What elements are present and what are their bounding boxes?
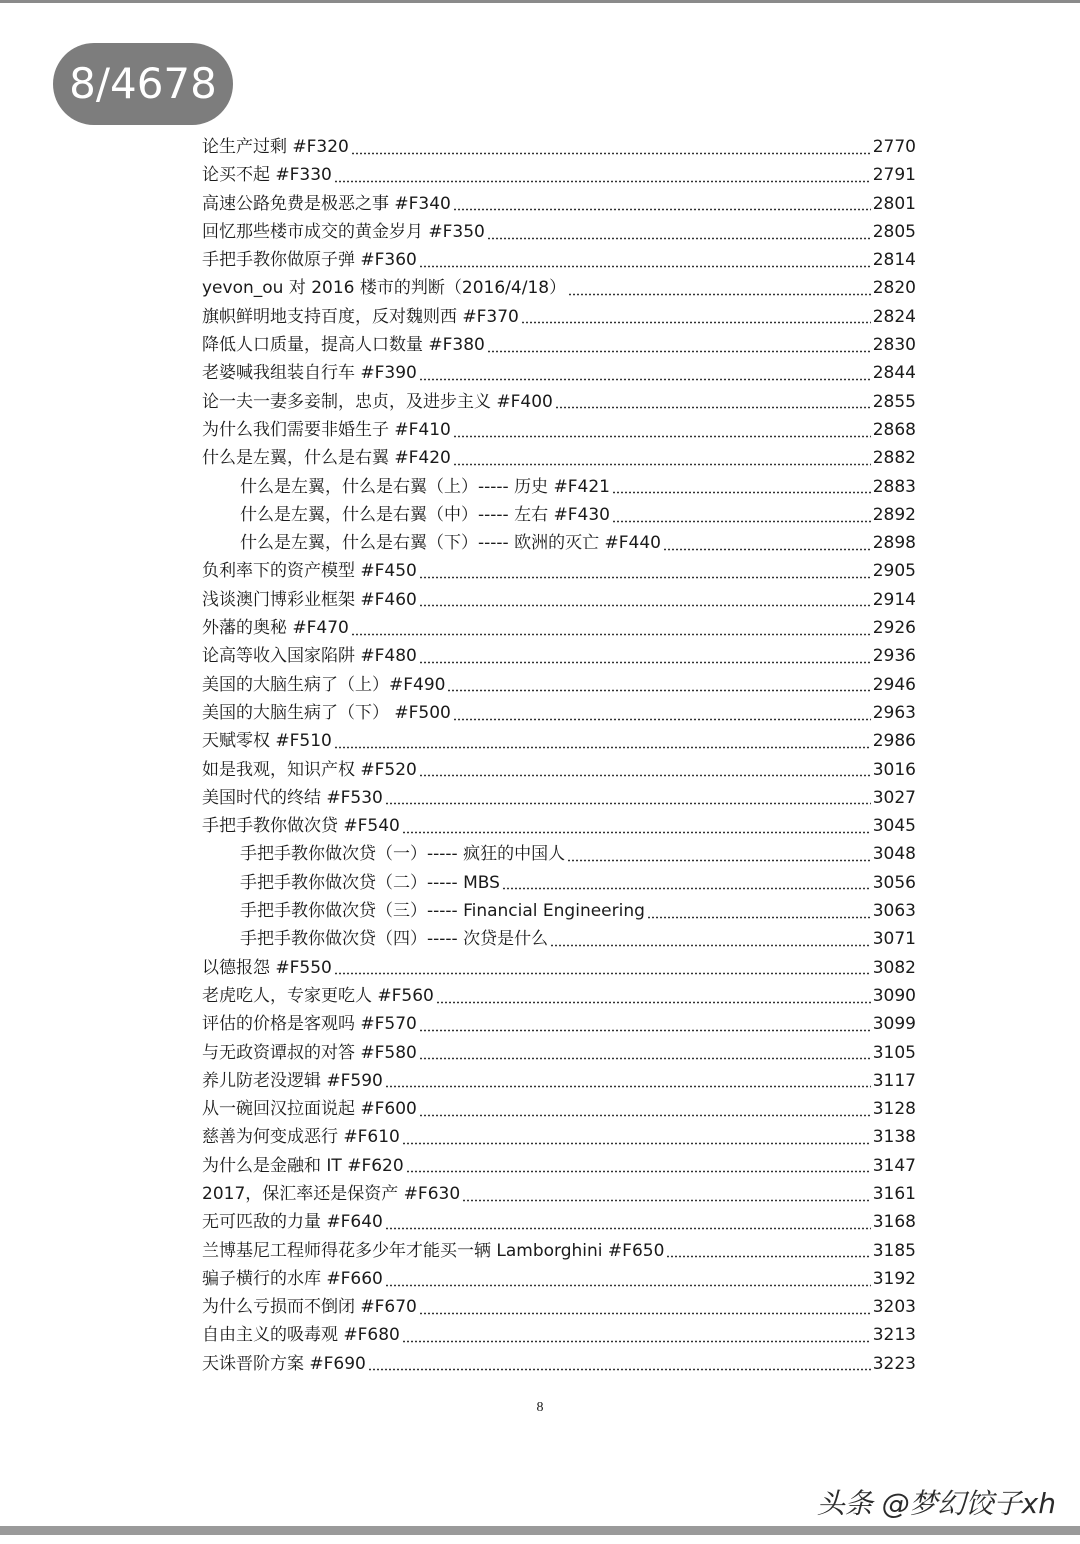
toc-entry-title: 与无政资谭叔的对答 #F580 bbox=[202, 1042, 417, 1063]
toc-entry[interactable] bbox=[202, 1321, 916, 1349]
dot-leader bbox=[568, 293, 871, 296]
toc-entry-title: 为什么是金融和 IT #F620 bbox=[202, 1155, 404, 1176]
toc-entry-title: 为什么我们需要非婚生子 #F410 bbox=[202, 419, 451, 440]
toc-entry-page: 3056 bbox=[872, 872, 916, 893]
toc-entry-title: 什么是左翼，什么是右翼 #F420 bbox=[202, 448, 451, 469]
toc-entry-page: 3161 bbox=[872, 1183, 916, 1204]
toc-entry-page: 3223 bbox=[872, 1353, 916, 1374]
top-border bbox=[0, 0, 1080, 3]
toc-entry-page: 2986 bbox=[872, 731, 916, 752]
toc-entry-page: 3168 bbox=[872, 1212, 916, 1233]
toc-entry[interactable] bbox=[202, 1067, 916, 1095]
toc-entry[interactable] bbox=[202, 1265, 916, 1293]
toc-entry-title: 手把手教你做原子弹 #F360 bbox=[202, 250, 417, 271]
dot-leader bbox=[334, 746, 871, 749]
toc-entry[interactable] bbox=[202, 1095, 916, 1123]
toc-entry-title: 骗子横行的水库 #F660 bbox=[202, 1268, 383, 1289]
toc-entry[interactable] bbox=[202, 190, 916, 218]
toc-entry[interactable] bbox=[202, 557, 916, 585]
toc-entry[interactable] bbox=[202, 1180, 916, 1208]
toc-entry-page: 3027 bbox=[872, 787, 916, 808]
dot-leader bbox=[351, 152, 871, 155]
toc-entry-title: 天诛晋阶方案 #F690 bbox=[202, 1353, 366, 1374]
toc-entry-page: 2926 bbox=[872, 618, 916, 639]
toc-entry-page: 2855 bbox=[872, 391, 916, 412]
toc-entry-page: 2844 bbox=[872, 363, 916, 384]
toc-subentry[interactable] bbox=[202, 925, 916, 953]
toc-entry-title: 自由主义的吸毒观 #F680 bbox=[202, 1325, 400, 1346]
toc-entry-page: 3105 bbox=[872, 1042, 916, 1063]
toc-entry[interactable] bbox=[202, 982, 916, 1010]
toc-entry-title: 论一夫一妻多妾制，忠贞，及进步主义 #F400 bbox=[202, 391, 553, 412]
toc-entry[interactable] bbox=[202, 444, 916, 472]
toc-entry-title: 兰博基尼工程师得花多少年才能买一辆 Lamborghini #F650 bbox=[202, 1240, 665, 1261]
toc-entry[interactable] bbox=[202, 727, 916, 755]
toc-entry-title: 什么是左翼，什么是右翼（上）----- 历史 #F421 bbox=[240, 476, 610, 497]
toc-entry-title: 手把手教你做次贷（一）----- 疯狂的中国人 bbox=[240, 844, 566, 865]
toc-entry-page: 2914 bbox=[872, 589, 916, 610]
toc-entry[interactable] bbox=[202, 359, 916, 387]
toc-entry-page: 3071 bbox=[872, 929, 916, 950]
toc-entry-page: 3203 bbox=[872, 1297, 916, 1318]
toc-entry-title: 慈善为何变成恶行 #F610 bbox=[202, 1127, 400, 1148]
dot-leader bbox=[462, 1199, 871, 1202]
toc-entry-title: 降低人口质量，提高人口数量 #F380 bbox=[202, 335, 485, 356]
toc-subentry[interactable] bbox=[202, 501, 916, 529]
toc-entry[interactable] bbox=[202, 954, 916, 982]
toc-entry-title: 什么是左翼，什么是右翼（下）----- 欧洲的灭亡 #F440 bbox=[240, 533, 661, 554]
toc-entry[interactable] bbox=[202, 756, 916, 784]
toc-entry[interactable] bbox=[202, 812, 916, 840]
toc-entry-page: 2883 bbox=[872, 476, 916, 497]
toc-entry-page: 3016 bbox=[872, 759, 916, 780]
toc-entry-title: 天赋零权 #F510 bbox=[202, 731, 332, 752]
toc-entry[interactable] bbox=[202, 1208, 916, 1236]
toc-entry-page: 2830 bbox=[872, 335, 916, 356]
toc-entry[interactable] bbox=[202, 1237, 916, 1265]
toc-entry[interactable] bbox=[202, 1123, 916, 1151]
toc-entry-page: 2824 bbox=[872, 306, 916, 327]
dot-leader bbox=[351, 633, 871, 636]
toc-entry[interactable] bbox=[202, 1293, 916, 1321]
dot-leader bbox=[368, 1368, 871, 1371]
toc-subentry[interactable] bbox=[202, 529, 916, 557]
toc-entry[interactable] bbox=[202, 274, 916, 302]
dot-leader bbox=[647, 916, 871, 919]
toc-entry-page: 2898 bbox=[872, 533, 916, 554]
toc-entry-title: 手把手教你做次贷（二）----- MBS bbox=[240, 872, 500, 893]
toc-entry-title: 养儿防老没逻辑 #F590 bbox=[202, 1070, 383, 1091]
dot-leader bbox=[402, 1142, 871, 1145]
toc-entry-page: 3138 bbox=[872, 1127, 916, 1148]
toc-entry[interactable] bbox=[202, 1152, 916, 1180]
dot-leader bbox=[334, 972, 871, 975]
toc-entry-page: 2905 bbox=[872, 561, 916, 582]
toc-entry-page: 3082 bbox=[872, 957, 916, 978]
dot-leader bbox=[453, 435, 871, 438]
toc-entry[interactable] bbox=[202, 1039, 916, 1067]
dot-leader bbox=[453, 208, 871, 211]
toc-entry-page: 2805 bbox=[872, 221, 916, 242]
toc-entry[interactable] bbox=[202, 416, 916, 444]
dot-leader bbox=[419, 1057, 871, 1060]
toc-entry-page: 2882 bbox=[872, 448, 916, 469]
toc-entry[interactable] bbox=[202, 133, 916, 161]
toc-entry-page: 3128 bbox=[872, 1099, 916, 1120]
toc-entry-page: 3185 bbox=[872, 1240, 916, 1261]
toc-entry-title: 无可匹敌的力量 #F640 bbox=[202, 1212, 383, 1233]
dot-leader bbox=[419, 576, 871, 579]
toc-entry[interactable] bbox=[202, 784, 916, 812]
toc-entry-page: 2946 bbox=[872, 674, 916, 695]
toc-entry-page: 2801 bbox=[872, 193, 916, 214]
toc-entry-page: 3192 bbox=[872, 1268, 916, 1289]
toc-entry[interactable] bbox=[202, 246, 916, 274]
dot-leader bbox=[402, 1340, 871, 1343]
toc-entry[interactable] bbox=[202, 642, 916, 670]
toc-entry[interactable] bbox=[202, 1010, 916, 1038]
toc-entry[interactable] bbox=[202, 671, 916, 699]
dot-leader bbox=[550, 944, 871, 947]
dot-leader bbox=[663, 548, 871, 551]
toc-entry-title: 美国的大脑生病了（上）#F490 bbox=[202, 674, 446, 695]
toc-entry[interactable] bbox=[202, 699, 916, 727]
table-of-contents bbox=[202, 133, 916, 1378]
toc-entry-title: yevon_ou 对 2016 楼市的判断（2016/4/18） bbox=[202, 278, 567, 299]
toc-entry-title: 评估的价格是客观吗 #F570 bbox=[202, 1014, 417, 1035]
dot-leader bbox=[453, 718, 871, 721]
toc-entry-title: 高速公路免费是极恶之事 #F340 bbox=[202, 193, 451, 214]
toc-entry-title: 论生产过剩 #F320 bbox=[202, 137, 349, 157]
dot-leader bbox=[567, 859, 871, 862]
dot-leader bbox=[419, 1114, 871, 1117]
toc-subentry[interactable] bbox=[202, 897, 916, 925]
dot-leader bbox=[385, 1284, 871, 1287]
toc-entry-page: 2791 bbox=[872, 165, 916, 186]
toc-entry[interactable] bbox=[202, 1350, 916, 1378]
toc-entry-title: 论高等收入国家陷阱 #F480 bbox=[202, 646, 417, 667]
toc-entry-title: 老虎吃人，专家更吃人 #F560 bbox=[202, 985, 434, 1006]
dot-leader bbox=[487, 350, 871, 353]
watermark: 头条 @梦幻饺子xh bbox=[816, 1487, 1056, 1520]
toc-entry-page: 3117 bbox=[872, 1070, 916, 1091]
toc-entry-title: 回忆那些楼市成交的黄金岁月 #F350 bbox=[202, 221, 485, 242]
toc-entry-title: 如是我观，知识产权 #F520 bbox=[202, 759, 417, 780]
toc-entry-page: 2936 bbox=[872, 646, 916, 667]
dot-leader bbox=[487, 237, 871, 240]
toc-entry-title: 老婆喊我组装自行车 #F390 bbox=[202, 363, 417, 384]
toc-entry-page: 2963 bbox=[872, 702, 916, 723]
toc-entry-title: 什么是左翼，什么是右翼（中）----- 左右 #F430 bbox=[240, 504, 610, 525]
toc-entry[interactable] bbox=[202, 161, 916, 189]
dot-leader bbox=[385, 1227, 871, 1230]
dot-leader bbox=[419, 265, 871, 268]
dot-leader bbox=[419, 378, 871, 381]
toc-entry[interactable] bbox=[202, 586, 916, 614]
dot-leader bbox=[419, 774, 871, 777]
toc-entry-title: 手把手教你做次贷（四）----- 次贷是什么 bbox=[240, 929, 549, 950]
toc-entry-page: 2868 bbox=[872, 419, 916, 440]
toc-entry-title: 浅谈澳门博彩业框架 #F460 bbox=[202, 589, 417, 610]
dot-leader bbox=[666, 1255, 870, 1258]
toc-entry-title: 为什么亏损而不倒闭 #F670 bbox=[202, 1297, 417, 1318]
toc-entry-page: 2814 bbox=[872, 250, 916, 271]
toc-subentry[interactable] bbox=[202, 869, 916, 897]
toc-entry-page: 3090 bbox=[872, 985, 916, 1006]
toc-entry-page: 2892 bbox=[872, 504, 916, 525]
dot-leader bbox=[447, 689, 870, 692]
toc-entry-title: 旗帜鲜明地支持百度，反对魏则西 #F370 bbox=[202, 306, 519, 327]
dot-leader bbox=[502, 887, 871, 890]
dot-leader bbox=[453, 463, 871, 466]
dot-leader bbox=[419, 1312, 871, 1315]
toc-entry-title: 论买不起 #F330 bbox=[202, 165, 332, 186]
dot-leader bbox=[419, 604, 871, 607]
toc-entry-page: 3045 bbox=[872, 816, 916, 837]
toc-entry-title: 以德报怨 #F550 bbox=[202, 957, 332, 978]
toc-entry-title: 负利率下的资产模型 #F450 bbox=[202, 561, 417, 582]
toc-entry-page: 3213 bbox=[872, 1325, 916, 1346]
toc-entry[interactable] bbox=[202, 388, 916, 416]
dot-leader bbox=[334, 180, 871, 183]
page-counter-badge: 8/4678 bbox=[53, 43, 233, 125]
toc-entry-title: 外藩的奥秘 #F470 bbox=[202, 618, 349, 639]
toc-entry[interactable] bbox=[202, 331, 916, 359]
toc-entry-title: 美国的大脑生病了（下） #F500 bbox=[202, 702, 451, 723]
dot-leader bbox=[406, 1170, 871, 1173]
toc-entry-page: 3147 bbox=[872, 1155, 916, 1176]
toc-entry[interactable] bbox=[202, 303, 916, 331]
dot-leader bbox=[436, 1001, 871, 1004]
bottom-border bbox=[0, 1526, 1080, 1535]
dot-leader bbox=[521, 321, 871, 324]
toc-entry[interactable] bbox=[202, 218, 916, 246]
toc-subentry[interactable] bbox=[202, 840, 916, 868]
toc-entry-title: 2017，保汇率还是保资产 #F630 bbox=[202, 1183, 461, 1204]
dot-leader bbox=[612, 520, 871, 523]
toc-entry-title: 从一碗回汉拉面说起 #F600 bbox=[202, 1099, 417, 1120]
dot-leader bbox=[419, 1029, 871, 1032]
toc-entry-page: 2770 bbox=[872, 137, 916, 157]
toc-subentry[interactable] bbox=[202, 473, 916, 501]
dot-leader bbox=[555, 406, 871, 409]
toc-entry-page: 2820 bbox=[872, 278, 916, 299]
toc-entry[interactable] bbox=[202, 614, 916, 642]
toc-entry-title: 美国时代的终结 #F530 bbox=[202, 787, 383, 808]
dot-leader bbox=[419, 661, 871, 664]
toc-entry-page: 3063 bbox=[872, 901, 916, 922]
toc-entry-page: 3099 bbox=[872, 1014, 916, 1035]
toc-entry-title: 手把手教你做次贷（三）----- Financial Engineering bbox=[240, 901, 645, 922]
toc-entry-page: 3048 bbox=[872, 844, 916, 865]
dot-leader bbox=[402, 831, 871, 834]
toc-entry-title: 手把手教你做次贷 #F540 bbox=[202, 816, 400, 837]
page-number: 8 bbox=[536, 1400, 544, 1415]
dot-leader bbox=[612, 491, 871, 494]
dot-leader bbox=[385, 1085, 871, 1088]
dot-leader bbox=[385, 802, 871, 805]
